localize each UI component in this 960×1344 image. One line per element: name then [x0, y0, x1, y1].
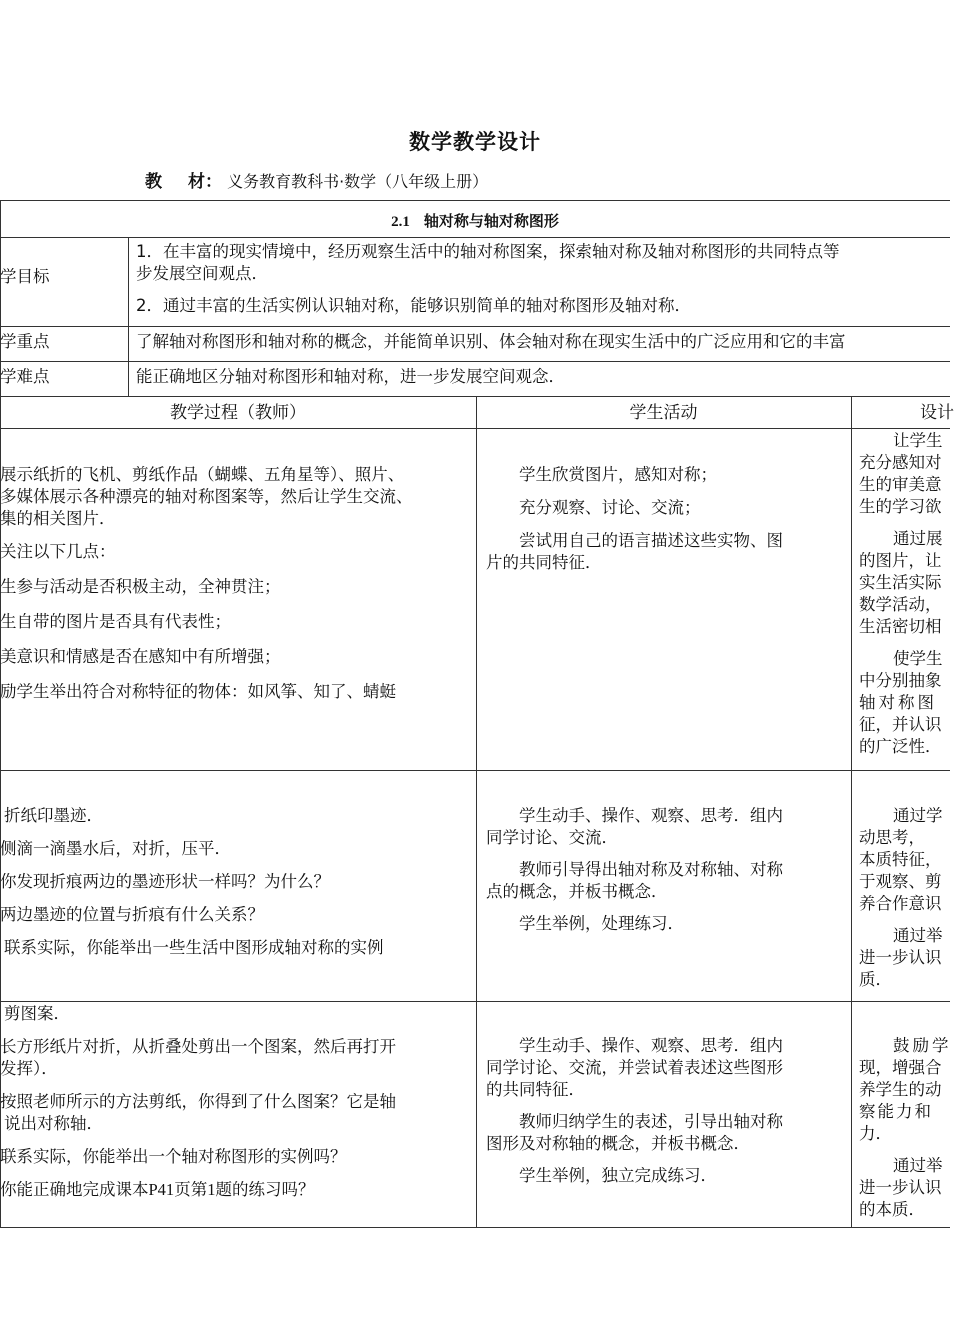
- student-line: 同学讨论、交流，并尝试着表述这些图形: [486, 1058, 783, 1077]
- student-line: 学生动手、操作、观察、思考．组内: [519, 1036, 783, 1055]
- student-line: 片的共同特征．: [486, 553, 602, 572]
- design-line: 充分感知对: [859, 453, 942, 472]
- section-name: 轴对称与轴对称图形: [423, 212, 559, 230]
- exercise-page: P41: [148, 1180, 175, 1199]
- table-border-bottom: [0, 1227, 950, 1228]
- block2-student: [486, 805, 848, 935]
- design-line: 通过举: [893, 1156, 943, 1175]
- teacher-line: 联系实际，你能举出一些生活中图形成轴对称的实例: [4, 938, 384, 957]
- student-line: 的共同特征．: [486, 1080, 585, 1099]
- row-divider: [0, 237, 950, 238]
- design-line: 现，增强合: [859, 1058, 942, 1077]
- column-divider: [851, 396, 852, 1228]
- goals-content: [136, 241, 950, 317]
- label-column-divider: [128, 237, 129, 397]
- student-line: 尝试用自己的语言描述这些实物、图: [519, 531, 783, 550]
- design-line: 的广泛性．: [859, 737, 942, 756]
- teacher-line: 两边墨迹的位置与折痕有什么关系？: [0, 905, 264, 924]
- block3-student: [486, 1035, 848, 1187]
- section-number: 2.1: [391, 214, 410, 230]
- design-line: 通过展: [893, 529, 943, 548]
- design-line: 数学活动，: [859, 595, 942, 614]
- student-line: 教师归纳学生的表述，引导出轴对称: [519, 1112, 783, 1131]
- design-line: 征，并认识: [859, 715, 942, 734]
- teacher-line: 生参与活动是否积极主动，全神贯注；: [0, 577, 281, 596]
- design-line: 进一步认识: [859, 1178, 942, 1197]
- row-divider: [0, 428, 950, 429]
- block2-teacher: [0, 805, 474, 959]
- student-line: 学生举例，独立完成练习．: [519, 1166, 717, 1185]
- teacher-line: [0, 1179, 474, 1201]
- block1-student: [486, 464, 848, 574]
- table-border-top: [0, 200, 950, 201]
- row-divider: [0, 770, 950, 771]
- design-line: 使学生: [893, 649, 943, 668]
- design-line: 生的审美意: [859, 475, 942, 494]
- teacher-line: 按照老师所示的方法剪纸，你得到了什么图案？它是轴: [0, 1092, 396, 1111]
- header-teacher: 教学过程（教师）: [170, 403, 306, 423]
- design-line: 于观察、剪: [859, 872, 942, 891]
- student-line: 点的概念，并板书概念．: [486, 882, 668, 901]
- block2-design: [859, 805, 950, 991]
- exercise-text: 页第: [174, 1180, 208, 1199]
- design-line: 让学生: [893, 431, 943, 450]
- material-label: 教: [145, 172, 188, 192]
- block1-teacher: [0, 464, 474, 703]
- design-line: 本质特征，: [859, 850, 942, 869]
- design-line: 质．: [859, 970, 892, 989]
- teacher-line: 剪图案．: [4, 1004, 70, 1023]
- block3-teacher: [0, 1003, 474, 1201]
- material-value: 义务教育教科书·数学（八年级上册）: [227, 172, 489, 191]
- teacher-line: 你发现折痕两边的墨迹形状一样吗？为什么？: [0, 872, 330, 891]
- teacher-line: 集的相关图片．: [0, 509, 116, 528]
- teacher-line: 侧滴一滴墨水后，对折，压平．: [0, 839, 231, 858]
- design-line: 力．: [859, 1124, 892, 1143]
- goal-item: 步发展空间观点．: [136, 264, 268, 283]
- design-line: 轴对称图: [859, 693, 937, 712]
- design-line: 的本质．: [859, 1200, 925, 1219]
- exercise-text: 题的练习吗？: [215, 1180, 315, 1199]
- block1-design: [859, 430, 950, 758]
- design-line: 的图片，让: [859, 551, 942, 570]
- student-line: 学生动手、操作、观察、思考．组内: [519, 806, 783, 825]
- design-line: 察能力和: [859, 1102, 933, 1121]
- header-design: 设计: [920, 403, 954, 423]
- key-label: 学重点: [0, 332, 50, 351]
- teacher-line: 联系实际，你能举出一个轴对称图形的实例吗？: [0, 1147, 347, 1166]
- row-divider: [0, 396, 950, 397]
- student-line: 图形及对称轴的概念，并板书概念．: [486, 1134, 750, 1153]
- goal-item: 1．在丰富的现实情境中，经历观察生活中的轴对称图案，探索轴对称及轴对称图形的共同特点等: [136, 242, 840, 261]
- block3-design: [859, 1035, 950, 1221]
- exercise-text: 你能正确地完成课本: [0, 1180, 149, 1199]
- teacher-line: 说出对称轴．: [4, 1114, 103, 1133]
- design-line: 生活密切相: [859, 617, 942, 636]
- student-line: 学生欣赏图片，感知对称；: [519, 465, 717, 484]
- row-divider: [0, 326, 950, 327]
- design-line: 生的学习欲: [859, 497, 942, 516]
- teacher-line: 展示纸折的飞机、剪纸作品（蝴蝶、五角星等）、照片、: [0, 465, 405, 484]
- design-line: 进一步认识: [859, 948, 942, 967]
- teacher-line: 励学生举出符合对称特征的物体：如风筝、知了、蜻蜓: [0, 682, 396, 701]
- teacher-line: 关注以下几点：: [0, 542, 116, 561]
- design-line: 鼓励学: [893, 1036, 952, 1055]
- page-title: 数学教学设计: [409, 130, 541, 154]
- exercise-number: 1: [207, 1180, 216, 1199]
- teacher-line: 多媒体展示各种漂亮的轴对称图案等，然后让学生交流、: [0, 487, 413, 506]
- design-line: 通过学: [893, 806, 943, 825]
- student-line: 充分观察、讨论、交流；: [519, 498, 701, 517]
- section-title: [0, 210, 950, 231]
- column-divider: [476, 396, 477, 1228]
- student-line: 教师引导得出轴对称及对称轴、对称: [519, 860, 783, 879]
- difficulty-content: 能正确地区分轴对称图形和轴对称，进一步发展空间观念．: [136, 367, 565, 386]
- design-line: 养合作意识: [859, 894, 942, 913]
- goal-item: 2．通过丰富的生活实例认识轴对称，能够识别简单的轴对称图形及轴对称．: [136, 296, 691, 315]
- student-line: 同学讨论、交流．: [486, 828, 618, 847]
- design-line: 动思考，: [859, 828, 925, 847]
- design-line: 中分别抽象: [859, 671, 942, 690]
- difficulty-label: 学难点: [0, 367, 50, 386]
- header-student: 学生活动: [629, 403, 698, 423]
- teacher-line: 美意识和情感是否在感知中有所增强；: [0, 647, 281, 666]
- teacher-line: 生自带的图片是否具有代表性；: [0, 612, 231, 631]
- teacher-line: 发挥）．: [0, 1059, 58, 1078]
- teacher-line: 长方形纸片对折，从折叠处剪出一个图案，然后再打开: [0, 1037, 396, 1056]
- goals-label: 学目标: [0, 267, 50, 286]
- row-divider: [0, 361, 950, 362]
- student-line: 学生举例，处理练习．: [519, 914, 684, 933]
- design-line: 养学生的动: [859, 1080, 942, 1099]
- row-divider: [0, 1001, 950, 1002]
- material-label-2: 材：: [188, 172, 222, 192]
- key-content: 了解轴对称图形和轴对称的概念，并能简单识别、体会轴对称在现实生活中的广泛应用和它的丰富: [136, 332, 846, 351]
- design-line: 通过举: [893, 926, 943, 945]
- teacher-line: 折纸印墨迹．: [4, 806, 103, 825]
- design-line: 实生活实际: [859, 573, 942, 592]
